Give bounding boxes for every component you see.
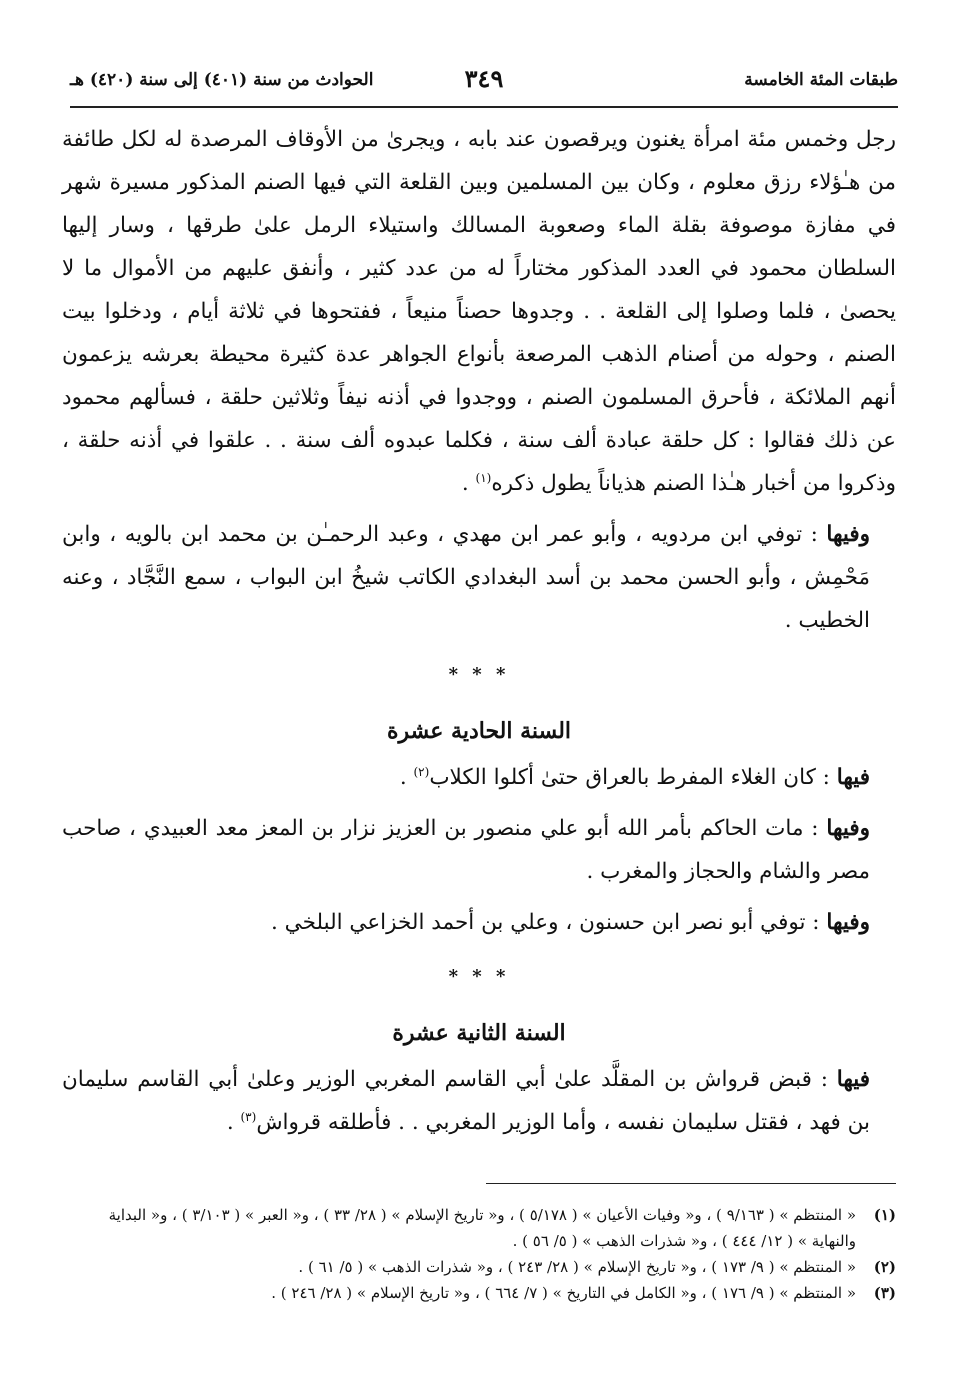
lead-word: وفيها	[826, 910, 870, 935]
running-header	[70, 62, 898, 108]
footnote-3	[62, 1280, 896, 1306]
lead-word: وفيها	[826, 522, 870, 547]
footnote-divider	[486, 1183, 896, 1184]
lead-word: فيها	[836, 765, 870, 790]
section-heading-year-411: السنة الحادية عشرة	[386, 718, 572, 744]
footnote-ref-3[interactable]: (٣)	[240, 1109, 257, 1124]
footnote-ref-1[interactable]: (١)	[475, 470, 492, 485]
section-separator: * * *	[448, 966, 510, 987]
header-chapter-title: الحوادث من سنة (٤٠١) إلى سنة (٤٢٠) هـ	[70, 70, 374, 90]
paragraph-text: : توفي ابن مردويه ، وأبو عمر ابن مهدي ، وعبد الرحمـٰن بن محمد ابن بالويه ، وابن مَحْمِش ، وأبو الحسن محمد بن أسد البغدادي الكاتب شيخُ ابن البواب ، سمع النَّجَّاد ، وعنه الخطيب .	[62, 522, 870, 633]
footnote-text: « المنتظم » ( ٩/١٦٣ ) ، و« وفيات الأعيان » ( ٥/١٧٨ ) ، و« تاريخ الإسلام » ( ٢٨/ ٣٣ ) ، و« العبر » ( ٣/١٠٣ ) ، و« البداية والنهاية » ( ١٢/ ٤٤٤ ) ، و« شذرات الذهب » ( ٥/ ٥٦ ) .	[108, 1206, 856, 1250]
paragraph-text: رجل وخمس مئة امرأة يغنون ويرقصون عند بابه ، ويجرىٰ من الأوقاف المرصدة له لكل طائفة من هـٰؤلاء رزق معلوم ، وكان بين المسلمين وبين القلعة التي فيها الصنم المذكور مسيرة شهر في مفازة موصوفة بقلة الماء وصعوبة المسالك واستيلاء الرمل علىٰ طرقها ، وسار إليها السلطان محمود في العدد المذكور مختاراً له من عدد كثير ، وأنفق عليهم من الأموال ما لا يحصىٰ ، فلما وصلوا إلى القلعة . . وجدوها حصناً منيعاً ، ففتحوها في ثلاثة أيام ، ودخلوا بيت الصنم ، وحوله من أصنام الذهب المرصعة بأنواع الجواهر عدة كثيرة محيطة بعرشه يزعمون أنهم الملائكة ، فأحرق المسلمون الصنم ، ووجدوا في أذنه نيفاً وثلاثين حلقة ، فسألهم محمود عن ذلك فقالوا : كل حلقة عبادة ألف سنة ، فكلما عبدوه ألف سنة . . علقوا في أذنه حلقة ، وذكروا من أخبار هـٰذا الصنم هذياناً يطول ذكره	[62, 127, 896, 496]
footnote-2	[62, 1254, 896, 1280]
page-number: ٣٤٩	[464, 64, 504, 93]
entry-text: : مات الحاكم بأمر الله أبو علي منصور بن العزيز نزار بن المعز معد العبيدي ، صاحب مصر والشام والحجاز والمغرب .	[62, 816, 870, 884]
entry-text: : قبض قرواش بن المقلَّد علىٰ أبي القاسم المغربي الوزير وعلىٰ أبي القاسم سليمان بن فهد ، فقتل سليمان نفسه ، وأما الوزير المغربي . . فأطلقه قرواش	[62, 1067, 870, 1135]
entry-end: .	[399, 765, 414, 790]
entry-text: : توفي أبو نصر ابن حسنون ، وعلي بن أحمد الخزاعي البلخي .	[271, 910, 827, 935]
lead-word: وفيها	[826, 816, 870, 841]
footnote-number: (٣)	[873, 1284, 896, 1302]
footnote-1	[62, 1202, 896, 1254]
paragraph-idol-story	[62, 118, 896, 505]
footnotes	[62, 1202, 896, 1306]
lead-word: فيها	[836, 1067, 870, 1092]
footnote-ref-2[interactable]: (٢)	[413, 764, 430, 779]
footnote-text: « المنتظم » ( ٩/ ١٧٣ ) ، و« تاريخ الإسلام » ( ٢٨/ ٢٤٣ ) ، و« شذرات الذهب » ( ٥/ ٦١ ) .	[298, 1258, 856, 1276]
footnote-text: « المنتظم » ( ٩/ ١٧٦ ) ، و« الكامل في التاريخ » ( ٧/ ٦٦٤ ) ، و« تاريخ الإسلام » ( ٢٨/ ٢٤٦ ) .	[271, 1284, 856, 1302]
entry-deaths-411	[62, 901, 896, 944]
entry-end: .	[226, 1110, 241, 1135]
footnote-number: (١)	[873, 1206, 896, 1224]
entry-hakim	[62, 807, 896, 893]
main-text	[62, 118, 896, 1144]
entry-text: : كان الغلاء المفرط بالعراق حتىٰ أكلوا الكلاب	[429, 765, 837, 790]
section-separator: * * *	[448, 664, 510, 685]
entry-famine	[62, 756, 896, 799]
header-book-title: طبقات المئة الخامسة	[744, 70, 898, 90]
entry-qirwash	[62, 1058, 896, 1144]
footnote-number: (٢)	[873, 1258, 896, 1276]
paragraph-end: .	[461, 471, 476, 496]
section-heading-year-412: السنة الثانية عشرة	[392, 1020, 566, 1046]
paragraph-deaths	[62, 513, 896, 642]
